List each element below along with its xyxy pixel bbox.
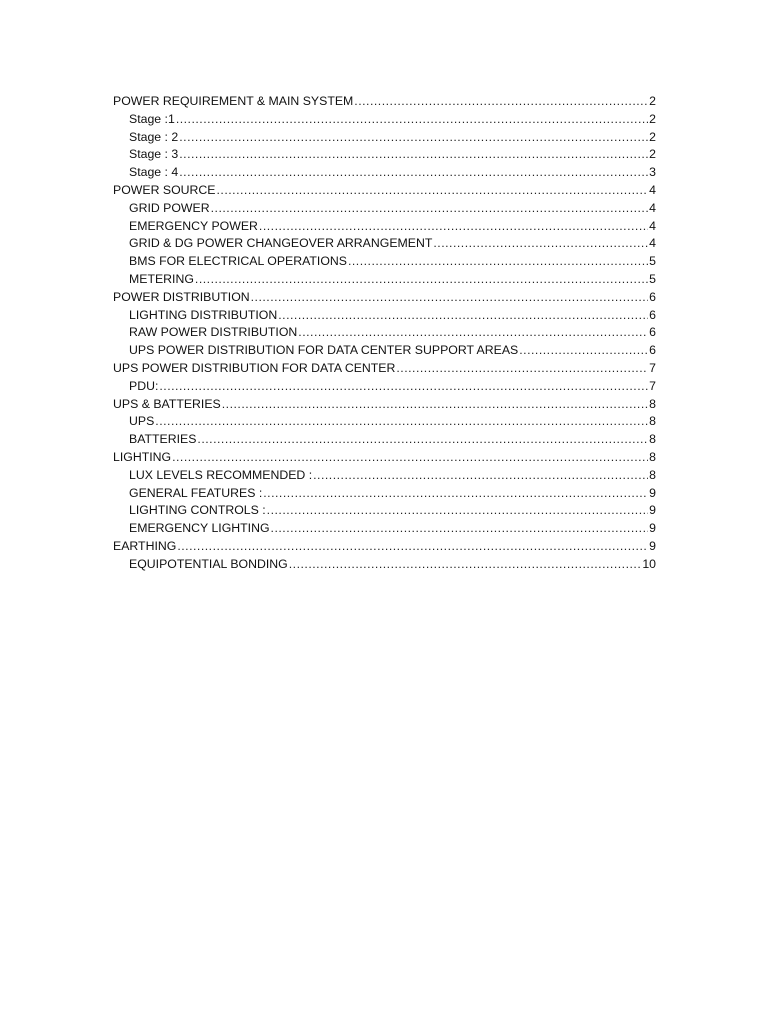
toc-page-number: 6	[649, 289, 656, 304]
toc-entry[interactable]	[113, 111, 656, 129]
toc-dot-leader	[195, 271, 648, 289]
toc-dot-leader	[267, 502, 649, 520]
toc-page-number: 2	[649, 94, 656, 108]
toc-page-number: 6	[649, 343, 656, 358]
toc-dot-leader	[179, 164, 648, 182]
toc-dot-leader	[354, 93, 648, 111]
toc-page-number: 2	[649, 147, 656, 162]
toc-entry[interactable]	[113, 200, 656, 218]
toc-page-number: 8	[649, 414, 656, 429]
toc-entry[interactable]	[113, 146, 656, 164]
toc-entry[interactable]	[113, 396, 656, 414]
toc-page-number: 3	[649, 165, 656, 180]
toc-dot-leader	[259, 218, 648, 236]
toc-page-number: 8	[649, 396, 656, 411]
toc-entry-title: POWER SOURCE	[113, 182, 216, 197]
toc-page-number: 6	[649, 307, 656, 322]
toc-page-number: 6	[649, 325, 656, 340]
toc-entry-title: EQUIPOTENTIAL BONDING	[129, 556, 288, 571]
toc-page-number: 8	[649, 432, 656, 447]
toc-page-number: 8	[649, 449, 656, 464]
toc-dot-leader	[172, 449, 648, 467]
toc-entry-title: UPS	[129, 414, 155, 429]
toc-entry-title: GRID POWER	[129, 200, 210, 215]
toc-entry[interactable]	[113, 485, 656, 503]
toc-dot-leader	[179, 146, 648, 164]
toc-entry-title: BMS FOR ELECTRICAL OPERATIONS	[129, 254, 347, 269]
toc-entry[interactable]	[113, 129, 656, 147]
toc-dot-leader	[289, 556, 642, 574]
toc-dot-leader	[519, 342, 648, 360]
toc-entry-title: METERING	[129, 271, 194, 286]
toc-page-number: 4	[649, 236, 656, 251]
toc-entry[interactable]	[113, 218, 656, 236]
toc-entry[interactable]	[113, 164, 656, 182]
toc-entry-title: Stage : 2	[129, 129, 179, 144]
toc-dot-leader	[251, 289, 649, 307]
toc-dot-leader	[313, 467, 648, 485]
toc-dot-leader	[263, 485, 648, 503]
toc-entry-title: EMERGENCY LIGHTING	[129, 521, 270, 536]
toc-entry[interactable]	[113, 342, 656, 360]
toc-entry[interactable]	[113, 360, 656, 378]
toc-entry[interactable]	[113, 307, 656, 325]
toc-dot-leader	[159, 378, 648, 396]
toc-page-number: 10	[642, 556, 656, 571]
toc-entry-title: LUX LEVELS RECOMMENDED :	[129, 467, 313, 482]
toc-entry-title: EMERGENCY POWER	[129, 218, 258, 233]
toc-page-number: 4	[649, 182, 656, 197]
toc-entry[interactable]	[113, 449, 656, 467]
toc-entry[interactable]	[113, 182, 656, 200]
toc-page-number: 2	[649, 111, 656, 126]
toc-page-number: 4	[649, 218, 656, 233]
toc-page-number: 9	[649, 538, 656, 553]
toc-dot-leader	[222, 396, 648, 414]
toc-entry[interactable]	[113, 253, 656, 271]
toc-dot-leader	[298, 324, 648, 342]
toc-entry[interactable]	[113, 271, 656, 289]
toc-dot-leader	[348, 253, 648, 271]
toc-entry-title: UPS & BATTERIES	[113, 396, 221, 411]
toc-entry-title: UPS POWER DISTRIBUTION FOR DATA CENTER SUPPORT AREAS	[129, 343, 519, 358]
toc-entry[interactable]	[113, 289, 656, 307]
toc-entry-title: POWER DISTRIBUTION	[113, 289, 250, 304]
toc-dot-leader	[179, 129, 648, 147]
toc-entry-title: GENERAL FEATURES :	[129, 485, 263, 500]
toc-entry-title: LIGHTING DISTRIBUTION	[129, 307, 278, 322]
toc-entry-title: BATTERIES	[129, 432, 197, 447]
toc-entry-title: Stage : 3	[129, 147, 179, 162]
toc-page-number: 9	[649, 521, 656, 536]
toc-dot-leader	[216, 182, 648, 200]
toc-page-number: 9	[649, 503, 656, 518]
toc-entry[interactable]	[113, 520, 656, 538]
toc-entry[interactable]	[113, 93, 656, 111]
toc-dot-leader	[176, 111, 648, 129]
toc-page-number: 8	[649, 467, 656, 482]
toc-entry[interactable]	[113, 556, 656, 574]
toc-dot-leader	[433, 235, 648, 253]
toc-entry-title: EARTHING	[113, 538, 177, 553]
toc-entry-title: Stage : 4	[129, 165, 179, 180]
toc-entry[interactable]	[113, 235, 656, 253]
toc-dot-leader	[177, 538, 648, 556]
toc-entry[interactable]	[113, 431, 656, 449]
toc-page-number: 9	[649, 485, 656, 500]
toc-entry[interactable]	[113, 378, 656, 396]
toc-entry[interactable]	[113, 502, 656, 520]
toc-entry-title: Stage :1	[129, 111, 175, 126]
toc-entry-title: RAW POWER DISTRIBUTION	[129, 325, 298, 340]
toc-page-number: 2	[649, 129, 656, 144]
toc-entry-title: LIGHTING	[113, 449, 172, 464]
toc-page-number: 5	[649, 271, 656, 286]
toc-entry-title: LIGHTING CONTROLS :	[129, 503, 266, 518]
toc-entry[interactable]	[113, 538, 656, 556]
toc-dot-leader	[211, 200, 649, 218]
toc-page-number: 7	[649, 378, 656, 393]
toc-entry-title: PDU:	[129, 378, 159, 393]
toc-entry-title: UPS POWER DISTRIBUTION FOR DATA CENTER	[113, 360, 396, 375]
table-of-contents	[113, 93, 656, 574]
toc-dot-leader	[396, 360, 648, 378]
toc-dot-leader	[278, 307, 648, 325]
toc-page-number: 7	[649, 360, 656, 375]
toc-entry[interactable]	[113, 413, 656, 431]
toc-dot-leader	[197, 431, 648, 449]
toc-page-number: 5	[649, 254, 656, 269]
toc-page-number: 4	[649, 200, 656, 215]
toc-entry-title: GRID & DG POWER CHANGEOVER ARRANGEMENT	[129, 236, 433, 251]
toc-dot-leader	[155, 413, 648, 431]
toc-entry-title: POWER REQUIREMENT & MAIN SYSTEM	[113, 94, 354, 108]
toc-entry[interactable]	[113, 467, 656, 485]
toc-entry[interactable]	[113, 324, 656, 342]
toc-dot-leader	[271, 520, 649, 538]
